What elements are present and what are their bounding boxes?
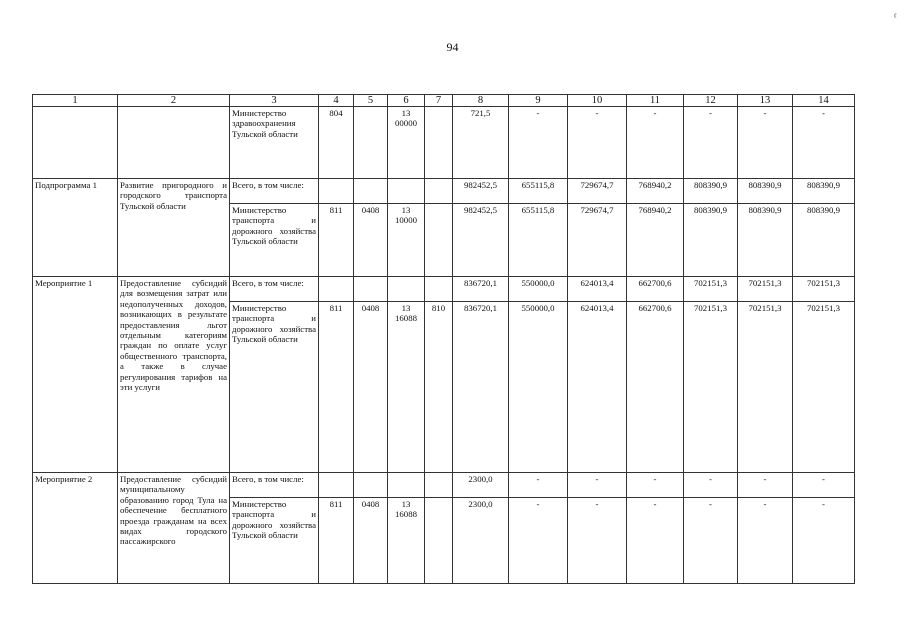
program-cell: Мероприятие 2 <box>33 473 118 584</box>
code-cell <box>425 179 453 204</box>
header-cell: 7 <box>425 95 453 107</box>
value-cell: 702151,3 <box>684 277 738 302</box>
value-cell: 702151,3 <box>738 302 793 473</box>
header-cell: 5 <box>354 95 388 107</box>
executor-cell: Всего, в том числе: <box>230 179 319 204</box>
code-cell: 811 <box>319 302 354 473</box>
value-cell: 624013,4 <box>568 277 627 302</box>
table-row <box>33 107 855 179</box>
value-cell: - <box>793 107 855 179</box>
value-cell: 982452,5 <box>453 179 509 204</box>
value-cell: - <box>738 107 793 179</box>
value-cell: 808390,9 <box>738 179 793 204</box>
value-cell: 702151,3 <box>684 302 738 473</box>
value-cell: 982452,5 <box>453 204 509 277</box>
value-cell: 550000,0 <box>509 277 568 302</box>
value-cell: 2300,0 <box>453 473 509 498</box>
value-cell: - <box>793 498 855 584</box>
executor-cell: Всего, в том числе: <box>230 473 319 498</box>
executor-cell: Министерство транспорта и дорожного хозяйства Тульской области <box>230 204 319 277</box>
value-cell: 655115,8 <box>509 179 568 204</box>
header-cell: 11 <box>627 95 684 107</box>
value-cell: - <box>568 473 627 498</box>
value-cell: - <box>793 473 855 498</box>
value-cell: 702151,3 <box>793 277 855 302</box>
value-cell: 624013,4 <box>568 302 627 473</box>
header-cell: 3 <box>230 95 319 107</box>
value-cell: - <box>568 498 627 584</box>
code-cell: 13 10000 <box>388 204 425 277</box>
description-cell: Предоставление субсидий муниципальному образованию город Тула на обеспечение бесплатного проезда гражданам на всех видах городского пассажирского <box>118 473 230 584</box>
value-cell: 808390,9 <box>684 179 738 204</box>
header-cell: 1 <box>33 95 118 107</box>
value-cell: 808390,9 <box>684 204 738 277</box>
code-cell: 810 <box>425 302 453 473</box>
value-cell: 702151,3 <box>738 277 793 302</box>
value-cell: - <box>738 473 793 498</box>
executor-cell: Министерство транспорта и дорожного хозяйства Тульской области <box>230 498 319 584</box>
value-cell: - <box>684 473 738 498</box>
header-cell: 10 <box>568 95 627 107</box>
code-cell <box>354 107 388 179</box>
code-cell: 804 <box>319 107 354 179</box>
code-cell: 811 <box>319 204 354 277</box>
table-header-row <box>33 95 855 107</box>
value-cell: - <box>509 498 568 584</box>
description-cell: Развитие пригородного и городского транспорта Тульской области <box>118 179 230 277</box>
code-cell: 0408 <box>354 302 388 473</box>
table-row <box>33 473 855 498</box>
value-cell: - <box>509 473 568 498</box>
value-cell: - <box>684 498 738 584</box>
code-cell: 811 <box>319 498 354 584</box>
code-cell <box>425 473 453 498</box>
code-cell <box>319 473 354 498</box>
value-cell: 808390,9 <box>738 204 793 277</box>
value-cell: - <box>627 473 684 498</box>
header-cell: 12 <box>684 95 738 107</box>
code-cell <box>425 204 453 277</box>
code-cell <box>354 179 388 204</box>
code-cell <box>388 473 425 498</box>
code-cell: 13 00000 <box>388 107 425 179</box>
page-number: 94 <box>446 40 459 54</box>
value-cell: - <box>738 498 793 584</box>
executor-cell: Министерство здравоохранения Тульской области <box>230 107 319 179</box>
code-cell <box>319 179 354 204</box>
code-cell <box>388 179 425 204</box>
header-cell: 8 <box>453 95 509 107</box>
value-cell: 662700,6 <box>627 302 684 473</box>
value-cell: 836720,1 <box>453 302 509 473</box>
code-cell <box>425 277 453 302</box>
value-cell: - <box>568 107 627 179</box>
code-cell <box>319 277 354 302</box>
value-cell: 662700,6 <box>627 277 684 302</box>
value-cell: 721,5 <box>453 107 509 179</box>
header-cell: 4 <box>319 95 354 107</box>
table-row <box>33 179 855 204</box>
budget-table <box>32 94 855 584</box>
value-cell: 768940,2 <box>627 204 684 277</box>
code-cell: 0408 <box>354 498 388 584</box>
code-cell <box>354 277 388 302</box>
value-cell: - <box>509 107 568 179</box>
code-cell: 13 16088 <box>388 498 425 584</box>
code-cell <box>354 473 388 498</box>
code-cell <box>425 498 453 584</box>
value-cell: 702151,3 <box>793 302 855 473</box>
value-cell: 768940,2 <box>627 179 684 204</box>
code-cell <box>425 107 453 179</box>
description-cell <box>118 107 230 179</box>
header-cell: 2 <box>118 95 230 107</box>
code-cell <box>388 277 425 302</box>
header-cell: 14 <box>793 95 855 107</box>
value-cell: 729674,7 <box>568 204 627 277</box>
code-cell: 0408 <box>354 204 388 277</box>
program-cell: Мероприятие 1 <box>33 277 118 473</box>
value-cell: 550000,0 <box>509 302 568 473</box>
scan-mark: ¢ <box>893 12 897 20</box>
executor-cell: Министерство транспорта и дорожного хозяйства Тульской области <box>230 302 319 473</box>
value-cell: - <box>684 107 738 179</box>
program-cell: Подпрограмма 1 <box>33 179 118 277</box>
header-cell: 13 <box>738 95 793 107</box>
program-cell <box>33 107 118 179</box>
value-cell: 808390,9 <box>793 204 855 277</box>
table-row <box>33 277 855 302</box>
value-cell: - <box>627 498 684 584</box>
header-cell: 9 <box>509 95 568 107</box>
code-cell: 13 16088 <box>388 302 425 473</box>
value-cell: 655115,8 <box>509 204 568 277</box>
value-cell: 836720,1 <box>453 277 509 302</box>
header-cell: 6 <box>388 95 425 107</box>
value-cell: - <box>627 107 684 179</box>
value-cell: 729674,7 <box>568 179 627 204</box>
description-cell: Предоставление субсидий для возмещения затрат или недополученных доходов, возникающих в результате предоставления льгот отдельным категориям граждан по оплате услуг общественного транспорта, а также в случае регулирования тарифов на эти услуги <box>118 277 230 473</box>
executor-cell: Всего, в том числе: <box>230 277 319 302</box>
value-cell: 2300,0 <box>453 498 509 584</box>
value-cell: 808390,9 <box>793 179 855 204</box>
